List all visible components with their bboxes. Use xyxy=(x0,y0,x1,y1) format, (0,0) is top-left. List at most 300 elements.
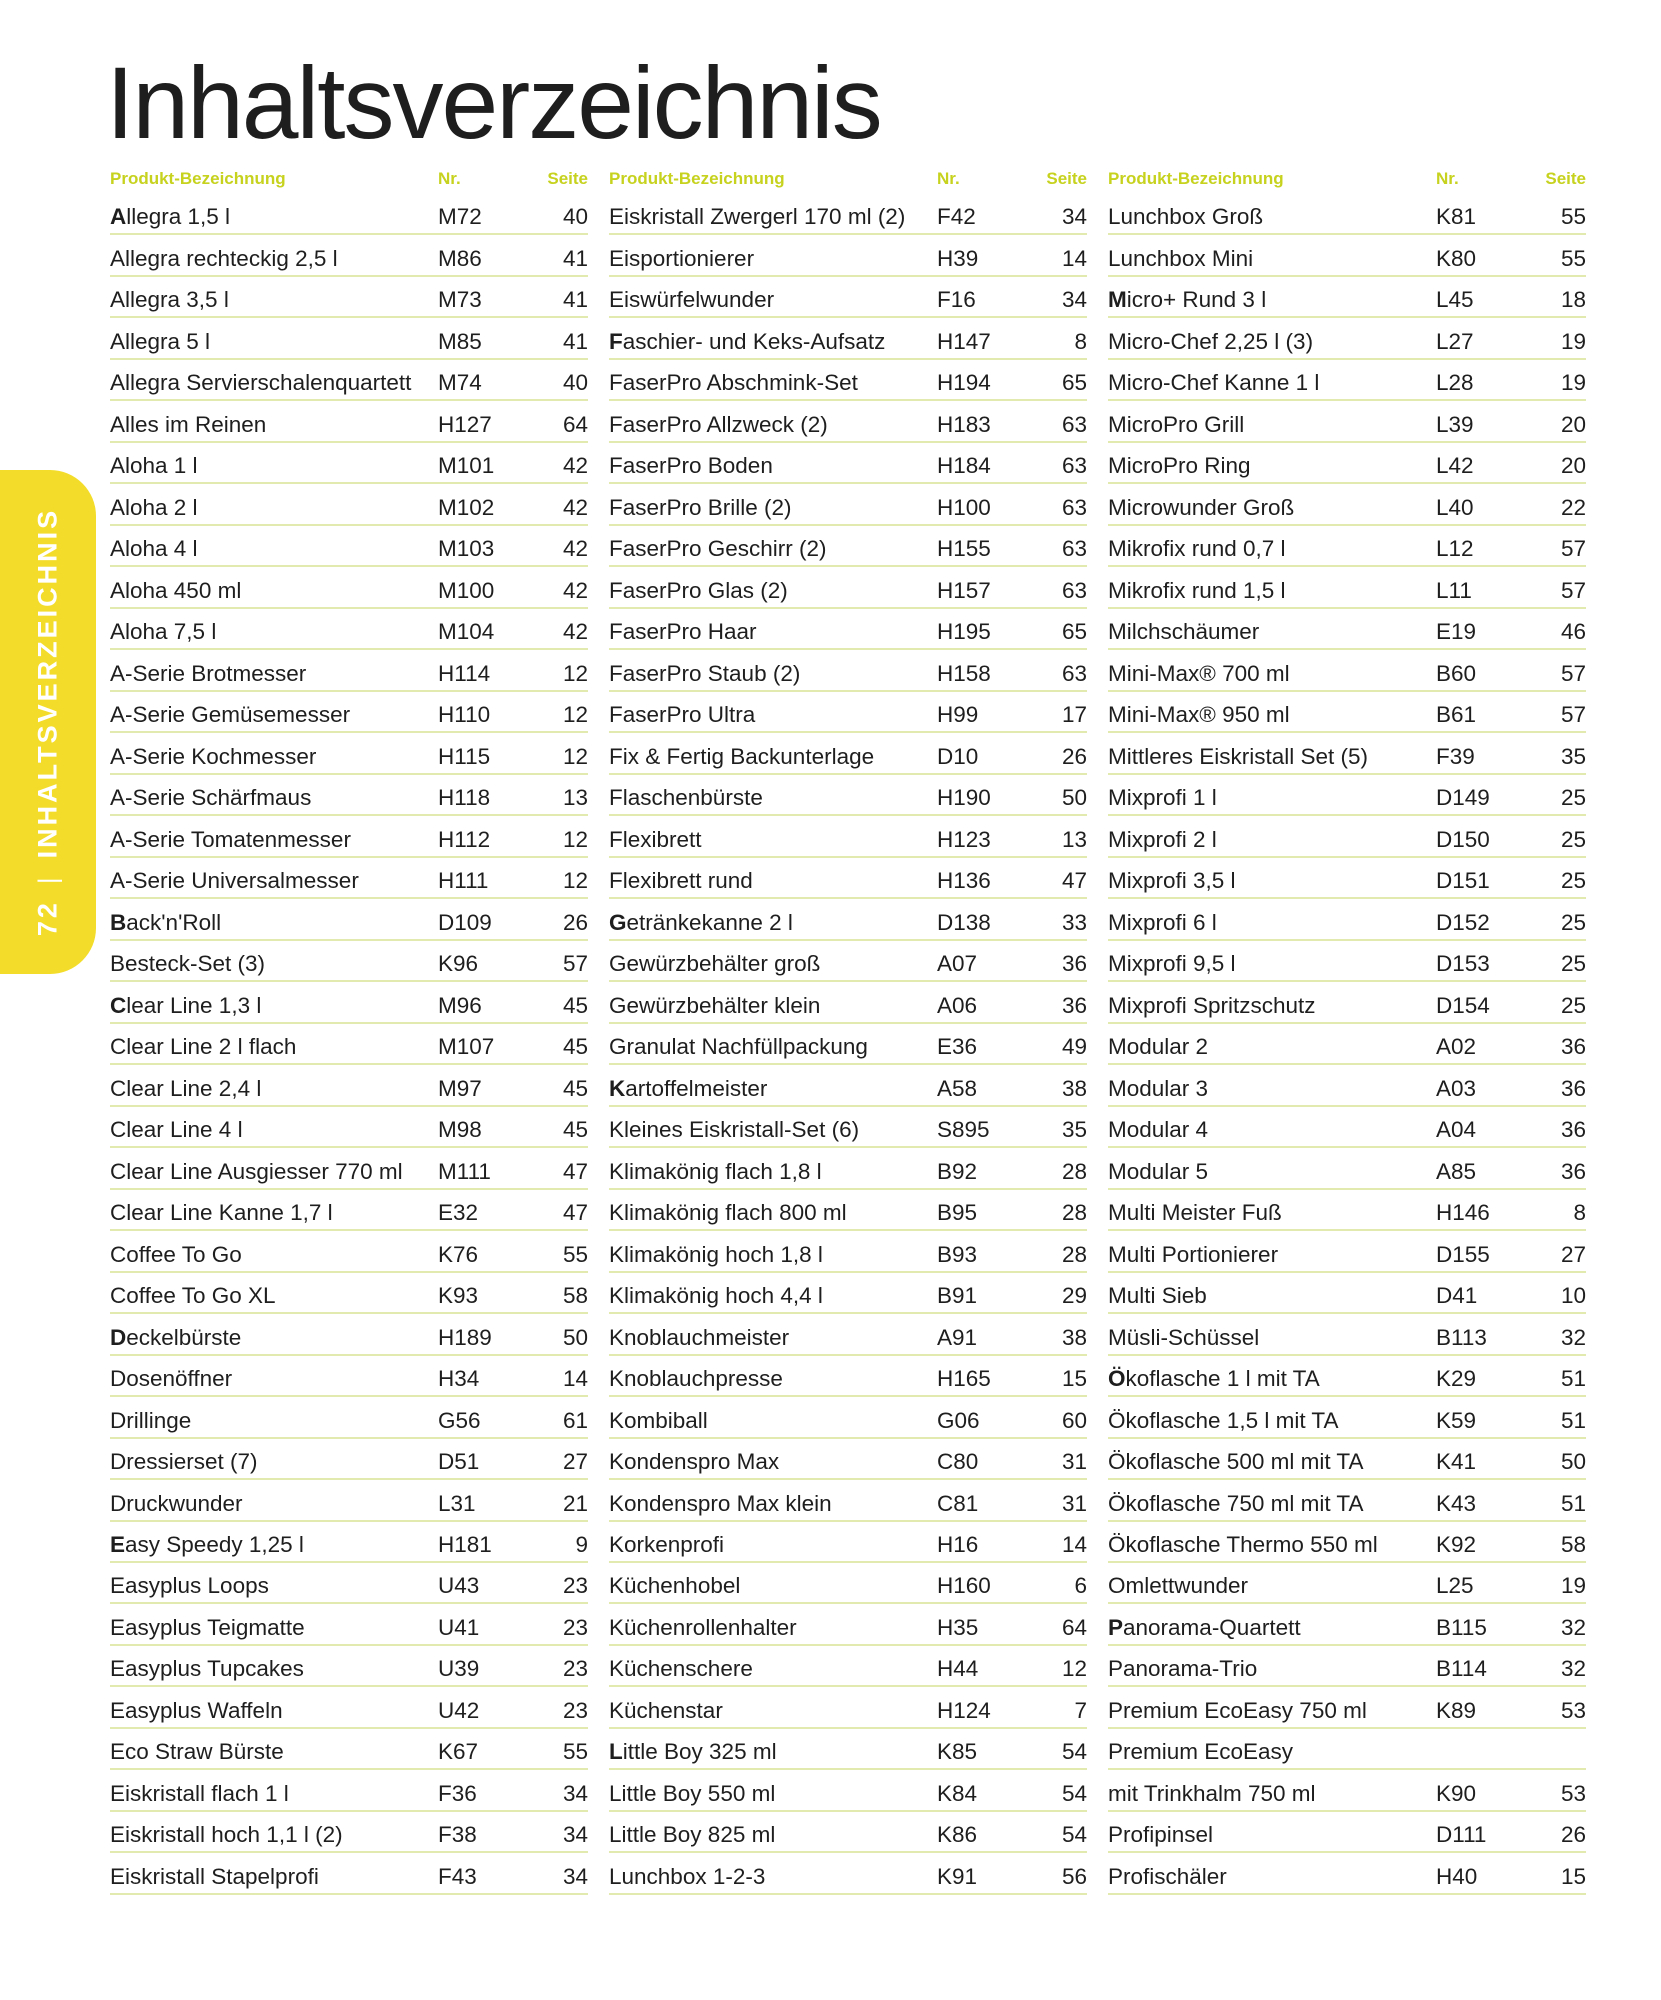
index-row xyxy=(609,1689,1087,1729)
product-name: Aloha 450 ml xyxy=(110,577,242,603)
index-row xyxy=(1108,1026,1586,1066)
page-number: 57 xyxy=(1560,660,1586,686)
product-name: Easyplus Waffeln xyxy=(110,1697,283,1723)
page-number: 6 xyxy=(1074,1573,1087,1599)
page-number: 35 xyxy=(1061,1117,1087,1143)
product-number: M74 xyxy=(438,370,482,396)
page-number: 19 xyxy=(1560,328,1586,354)
page-number: 26 xyxy=(562,909,588,935)
product-name: A-Serie Schärfmaus xyxy=(110,785,312,811)
product-name: Ökoflasche 500 ml mit TA xyxy=(1108,1449,1364,1475)
column-header xyxy=(1108,164,1586,194)
index-row xyxy=(1108,1440,1586,1480)
index-row xyxy=(609,901,1087,941)
index-row xyxy=(1108,860,1586,900)
product-number: H136 xyxy=(937,868,991,894)
product-number: A04 xyxy=(1436,1117,1477,1143)
product-name: FaserPro Abschmink-Set xyxy=(609,370,858,396)
product-name: Clear Line Kanne 1,7 l xyxy=(110,1200,333,1226)
product-number: K91 xyxy=(937,1863,978,1889)
product-name: Coffee To Go XL xyxy=(110,1283,276,1309)
product-number: A06 xyxy=(937,992,978,1018)
initial-letter: K xyxy=(609,1075,626,1101)
page-number: 25 xyxy=(1560,826,1586,852)
index-row xyxy=(110,611,588,651)
product-name xyxy=(110,993,438,1019)
index-row xyxy=(1108,1814,1586,1854)
product-number: H181 xyxy=(438,1531,492,1557)
page-number: 58 xyxy=(562,1283,588,1309)
index-column-1 xyxy=(110,164,588,1895)
product-name: Panorama-Trio xyxy=(1108,1656,1258,1682)
product-number: L25 xyxy=(1436,1573,1474,1599)
product-number: M111 xyxy=(438,1158,491,1184)
initial-letter: D xyxy=(110,1324,127,1350)
page-number: 57 xyxy=(1560,577,1586,603)
product-number: K90 xyxy=(1436,1780,1477,1806)
side-tab-label xyxy=(33,508,64,936)
index-row xyxy=(1108,652,1586,692)
page-number: 41 xyxy=(562,328,588,354)
product-name: Kondenspro Max klein xyxy=(609,1490,832,1516)
index-row xyxy=(110,1026,588,1066)
product-name: A-Serie Universalmesser xyxy=(110,868,359,894)
product-name: Drillinge xyxy=(110,1407,192,1433)
page-number: 32 xyxy=(1560,1656,1586,1682)
index-row xyxy=(110,694,588,734)
page-number: 51 xyxy=(1560,1407,1586,1433)
page-number: 29 xyxy=(1061,1283,1087,1309)
index-row xyxy=(1108,1855,1586,1895)
product-name-rest: koflasche 1 l mit TA xyxy=(1125,1366,1320,1392)
product-name: FaserPro Ultra xyxy=(609,702,756,728)
product-number: D111 xyxy=(1436,1822,1487,1848)
page-number: 14 xyxy=(562,1366,588,1392)
page-number: 42 xyxy=(562,494,588,520)
page-number: 19 xyxy=(1560,370,1586,396)
product-number: H189 xyxy=(438,1324,492,1350)
index-row xyxy=(1108,1772,1586,1812)
product-name: Klimakönig hoch 1,8 l xyxy=(609,1241,823,1267)
product-name: Kombiball xyxy=(609,1407,708,1433)
product-name: Clear Line Ausgiesser 770 ml xyxy=(110,1158,403,1184)
product-number: K89 xyxy=(1436,1697,1477,1723)
page-number: 23 xyxy=(562,1614,588,1640)
product-number: M101 xyxy=(438,453,495,479)
product-number: H123 xyxy=(937,826,991,852)
product-name-rest: asy Speedy 1,25 l xyxy=(125,1531,304,1557)
index-row xyxy=(609,1855,1087,1895)
page-number: 40 xyxy=(562,370,588,396)
product-name: Dressierset (7) xyxy=(110,1449,258,1475)
product-number: L27 xyxy=(1436,328,1474,354)
product-name: A-Serie Tomatenmesser xyxy=(110,826,351,852)
page-number: 46 xyxy=(1560,619,1586,645)
product-name: Profischäler xyxy=(1108,1863,1227,1889)
index-row xyxy=(110,984,588,1024)
index-row xyxy=(609,196,1087,236)
index-row xyxy=(609,1316,1087,1356)
product-number: B91 xyxy=(937,1283,978,1309)
product-name: Küchenstar xyxy=(609,1697,723,1723)
product-number: F16 xyxy=(937,287,976,313)
index-row xyxy=(110,1565,588,1605)
page-number: 41 xyxy=(562,245,588,271)
product-name: Müsli-Schüssel xyxy=(1108,1324,1260,1350)
index-row xyxy=(609,279,1087,319)
product-number: B61 xyxy=(1436,702,1477,728)
page-number: 26 xyxy=(1560,1822,1586,1848)
product-number: U43 xyxy=(438,1573,480,1599)
product-name: Mixprofi 3,5 l xyxy=(1108,868,1236,894)
product-name: Modular 3 xyxy=(1108,1075,1209,1101)
page-number: 34 xyxy=(562,1780,588,1806)
product-name: Multi Sieb xyxy=(1108,1283,1207,1309)
product-name: Clear Line 4 l xyxy=(110,1117,243,1143)
page-number: 41 xyxy=(562,287,588,313)
product-number: M98 xyxy=(438,1117,482,1143)
index-row xyxy=(110,403,588,443)
product-name: Microwunder Groß xyxy=(1108,494,1295,520)
product-name: Premium EcoEasy xyxy=(1108,1739,1294,1765)
index-rows xyxy=(609,196,1087,1895)
page-number: 28 xyxy=(1061,1200,1087,1226)
page-number: 9 xyxy=(575,1531,588,1557)
product-number: M107 xyxy=(438,1034,495,1060)
product-number: H35 xyxy=(937,1614,979,1640)
index-row xyxy=(1108,735,1586,775)
product-number: K93 xyxy=(438,1283,479,1309)
index-row xyxy=(609,984,1087,1024)
index-row xyxy=(110,1150,588,1190)
product-number: H183 xyxy=(937,411,991,437)
product-number: D154 xyxy=(1436,992,1490,1018)
product-number: M72 xyxy=(438,204,482,230)
page-number: 63 xyxy=(1061,453,1087,479)
product-number: F36 xyxy=(438,1780,477,1806)
page-number: 23 xyxy=(562,1573,588,1599)
initial-letter: F xyxy=(609,328,623,354)
index-row xyxy=(110,1357,588,1397)
product-number: D149 xyxy=(1436,785,1490,811)
index-row xyxy=(609,362,1087,402)
index-row xyxy=(1108,320,1586,360)
product-name-rest: lear Line 1,3 l xyxy=(126,992,262,1018)
product-number: H155 xyxy=(937,536,991,562)
index-row xyxy=(110,1731,588,1771)
product-number: K80 xyxy=(1436,245,1477,271)
product-number: K85 xyxy=(937,1739,978,1765)
product-number: H40 xyxy=(1436,1863,1478,1889)
product-number: K86 xyxy=(937,1822,978,1848)
product-number: B93 xyxy=(937,1241,978,1267)
page-number: 15 xyxy=(1560,1863,1586,1889)
product-name: Kondenspro Max xyxy=(609,1449,780,1475)
page-number: 32 xyxy=(1560,1614,1586,1640)
product-name-rest: anorama-Quartett xyxy=(1123,1614,1301,1640)
product-name-rest: aschier- und Keks-Aufsatz xyxy=(622,328,886,354)
product-name: A-Serie Kochmesser xyxy=(110,743,317,769)
product-name: Knoblauchpresse xyxy=(609,1366,783,1392)
product-name xyxy=(1108,287,1436,313)
product-name xyxy=(110,910,438,936)
page-number: 34 xyxy=(562,1822,588,1848)
product-name: FaserPro Haar xyxy=(609,619,757,645)
index-row xyxy=(1108,196,1586,236)
index-row xyxy=(609,1648,1087,1688)
product-number: H110 xyxy=(438,702,491,728)
page-number: 54 xyxy=(1061,1739,1087,1765)
index-row xyxy=(1108,818,1586,858)
product-number: D41 xyxy=(1436,1283,1478,1309)
page-number: 36 xyxy=(1061,951,1087,977)
index-row xyxy=(1108,569,1586,609)
index-row xyxy=(609,818,1087,858)
product-name: mit Trinkhalm 750 ml xyxy=(1108,1780,1316,1806)
product-name: Little Boy 825 ml xyxy=(609,1822,776,1848)
page-number: 55 xyxy=(562,1241,588,1267)
product-number: L42 xyxy=(1436,453,1474,479)
index-row xyxy=(1108,1731,1586,1771)
product-name: FaserPro Glas (2) xyxy=(609,577,788,603)
product-name xyxy=(110,1325,438,1351)
index-row xyxy=(1108,1274,1586,1314)
page-number: 63 xyxy=(1061,411,1087,437)
product-number: G06 xyxy=(937,1407,980,1433)
index-row xyxy=(1108,1648,1586,1688)
initial-letter: M xyxy=(1108,287,1127,313)
product-name: Küchenschere xyxy=(609,1656,753,1682)
index-row xyxy=(609,486,1087,526)
index-row xyxy=(110,1067,588,1107)
product-number: M104 xyxy=(438,619,495,645)
page-number: 34 xyxy=(562,1863,588,1889)
index-row xyxy=(1108,1316,1586,1356)
product-name: MicroPro Grill xyxy=(1108,411,1245,437)
index-row xyxy=(110,486,588,526)
index-row xyxy=(1108,777,1586,817)
product-number: H160 xyxy=(937,1573,991,1599)
page-number: 21 xyxy=(562,1490,588,1516)
product-number: H165 xyxy=(937,1366,991,1392)
product-number: K29 xyxy=(1436,1366,1477,1392)
index-row xyxy=(1108,445,1586,485)
product-number: M85 xyxy=(438,328,482,354)
header-number: Nr. xyxy=(1436,169,1459,188)
index-row xyxy=(1108,1565,1586,1605)
product-name-rest: icro+ Rund 3 l xyxy=(1126,287,1267,313)
page-number: 63 xyxy=(1061,536,1087,562)
product-number: B95 xyxy=(937,1200,978,1226)
product-name-rest: ittle Boy 325 ml xyxy=(622,1739,777,1765)
initial-letter: E xyxy=(110,1531,126,1557)
page-number: 63 xyxy=(1061,577,1087,603)
index-row xyxy=(609,403,1087,443)
product-number: K41 xyxy=(1436,1449,1477,1475)
product-number: H111 xyxy=(438,868,489,894)
product-number: K81 xyxy=(1436,204,1477,230)
page-number: 19 xyxy=(1560,1573,1586,1599)
product-number: H190 xyxy=(937,785,991,811)
product-number: C81 xyxy=(937,1490,979,1516)
page-number: 33 xyxy=(1061,909,1087,935)
index-row xyxy=(609,1399,1087,1439)
product-number: H115 xyxy=(438,743,491,769)
product-name: FaserPro Staub (2) xyxy=(609,660,801,686)
index-row xyxy=(110,1233,588,1273)
product-number: F42 xyxy=(937,204,976,230)
product-name: FaserPro Geschirr (2) xyxy=(609,536,827,562)
initial-letter: C xyxy=(110,992,127,1018)
index-row xyxy=(1108,403,1586,443)
page-number: 57 xyxy=(562,951,588,977)
product-number: H114 xyxy=(438,660,491,686)
index-row xyxy=(1108,237,1586,277)
index-row xyxy=(1108,1606,1586,1646)
side-tab-section-name: INHALTSVERZEICHNIS xyxy=(32,507,63,859)
product-name xyxy=(110,204,438,230)
product-name: Micro-Chef 2,25 l (3) xyxy=(1108,328,1314,354)
product-number: F43 xyxy=(438,1863,477,1889)
index-row xyxy=(1108,1067,1586,1107)
product-number: A91 xyxy=(937,1324,978,1350)
page-number: 23 xyxy=(562,1656,588,1682)
product-number: U39 xyxy=(438,1656,480,1682)
product-name: Alles im Reinen xyxy=(110,411,267,437)
initial-letter: P xyxy=(1108,1614,1124,1640)
product-number: H146 xyxy=(1436,1200,1490,1226)
index-row xyxy=(110,1772,588,1812)
page-number: 45 xyxy=(562,1034,588,1060)
index-row xyxy=(1108,611,1586,651)
product-number: K96 xyxy=(438,951,479,977)
product-number: D151 xyxy=(1436,868,1490,894)
product-name: Premium EcoEasy 750 ml xyxy=(1108,1697,1367,1723)
page-number: 26 xyxy=(1061,743,1087,769)
side-tab-page-number: 72 xyxy=(32,900,63,937)
index-row xyxy=(110,279,588,319)
product-number: K59 xyxy=(1436,1407,1477,1433)
product-name-rest: llegra 1,5 l xyxy=(126,204,231,230)
product-number: H34 xyxy=(438,1366,480,1392)
index-row xyxy=(110,1274,588,1314)
product-number: A85 xyxy=(1436,1158,1477,1184)
page-number: 32 xyxy=(1560,1324,1586,1350)
page-number: 51 xyxy=(1560,1366,1586,1392)
page-number: 36 xyxy=(1560,1034,1586,1060)
page-number: 42 xyxy=(562,536,588,562)
product-name: Eiswürfelwunder xyxy=(609,287,775,313)
product-name: Küchenhobel xyxy=(609,1573,741,1599)
index-row xyxy=(609,1523,1087,1563)
page-number: 25 xyxy=(1560,909,1586,935)
page-number: 23 xyxy=(562,1697,588,1723)
product-number: L39 xyxy=(1436,411,1474,437)
index-row xyxy=(110,1440,588,1480)
index-row xyxy=(609,320,1087,360)
index-row xyxy=(609,1150,1087,1190)
product-name: Mikrofix rund 0,7 l xyxy=(1108,536,1286,562)
product-name: Küchenrollenhalter xyxy=(609,1614,797,1640)
index-row xyxy=(1108,901,1586,941)
product-number: H118 xyxy=(438,785,491,811)
index-row xyxy=(110,362,588,402)
index-row xyxy=(110,818,588,858)
product-name: Allegra 5 l xyxy=(110,328,211,354)
product-name: Lunchbox Mini xyxy=(1108,245,1254,271)
product-number: S895 xyxy=(937,1117,990,1143)
product-number: K84 xyxy=(937,1780,978,1806)
product-number: E32 xyxy=(438,1200,479,1226)
page-number: 28 xyxy=(1061,1158,1087,1184)
page-number: 12 xyxy=(562,868,588,894)
header-product-name: Produkt-Bezeichnung xyxy=(110,169,286,188)
index-row xyxy=(110,860,588,900)
page-number: 12 xyxy=(562,826,588,852)
page-number: 38 xyxy=(1061,1075,1087,1101)
page-number: 27 xyxy=(562,1449,588,1475)
page-number: 61 xyxy=(562,1407,588,1433)
index-row xyxy=(609,445,1087,485)
index-column-3 xyxy=(1108,164,1586,1895)
page-number: 63 xyxy=(1061,494,1087,520)
page-number: 55 xyxy=(562,1739,588,1765)
index-row xyxy=(1108,694,1586,734)
product-number: D153 xyxy=(1436,951,1490,977)
product-number: K67 xyxy=(438,1739,479,1765)
product-name: Flaschenbürste xyxy=(609,785,763,811)
page-number: 50 xyxy=(1560,1449,1586,1475)
product-number: H99 xyxy=(937,702,979,728)
page-number: 12 xyxy=(562,702,588,728)
page-number: 12 xyxy=(1061,1656,1087,1682)
index-row xyxy=(609,569,1087,609)
page-number: 45 xyxy=(562,992,588,1018)
index-row xyxy=(1108,1109,1586,1149)
page-number: 27 xyxy=(1560,1241,1586,1267)
product-name: Dosenöffner xyxy=(110,1366,233,1392)
page-number: 13 xyxy=(562,785,588,811)
product-name: Modular 5 xyxy=(1108,1158,1209,1184)
product-name: Mixprofi Spritzschutz xyxy=(1108,992,1316,1018)
page-number: 31 xyxy=(1061,1449,1087,1475)
index-row xyxy=(110,445,588,485)
product-number: M73 xyxy=(438,287,482,313)
product-name: Multi Meister Fuß xyxy=(1108,1200,1282,1226)
index-row xyxy=(1108,1689,1586,1729)
page-number: 31 xyxy=(1061,1490,1087,1516)
product-name: Easyplus Loops xyxy=(110,1573,269,1599)
product-name: Mixprofi 6 l xyxy=(1108,909,1217,935)
product-number: A03 xyxy=(1436,1075,1477,1101)
product-name-rest: etränkekanne 2 l xyxy=(626,909,793,935)
index-row xyxy=(609,1565,1087,1605)
product-name: Knoblauchmeister xyxy=(609,1324,790,1350)
index-row xyxy=(110,1316,588,1356)
index-row xyxy=(110,1192,588,1232)
product-name: Klimakönig flach 800 ml xyxy=(609,1200,847,1226)
product-name: Mittleres Eiskristall Set (5) xyxy=(1108,743,1369,769)
product-number: M96 xyxy=(438,992,482,1018)
product-number: D10 xyxy=(937,743,979,769)
page-number: 65 xyxy=(1061,619,1087,645)
page-number: 34 xyxy=(1061,287,1087,313)
product-name-rest: ack'n'Roll xyxy=(126,909,222,935)
index-rows xyxy=(110,196,588,1895)
product-name: Little Boy 550 ml xyxy=(609,1780,776,1806)
index-row xyxy=(609,1482,1087,1522)
product-number: H124 xyxy=(937,1697,991,1723)
